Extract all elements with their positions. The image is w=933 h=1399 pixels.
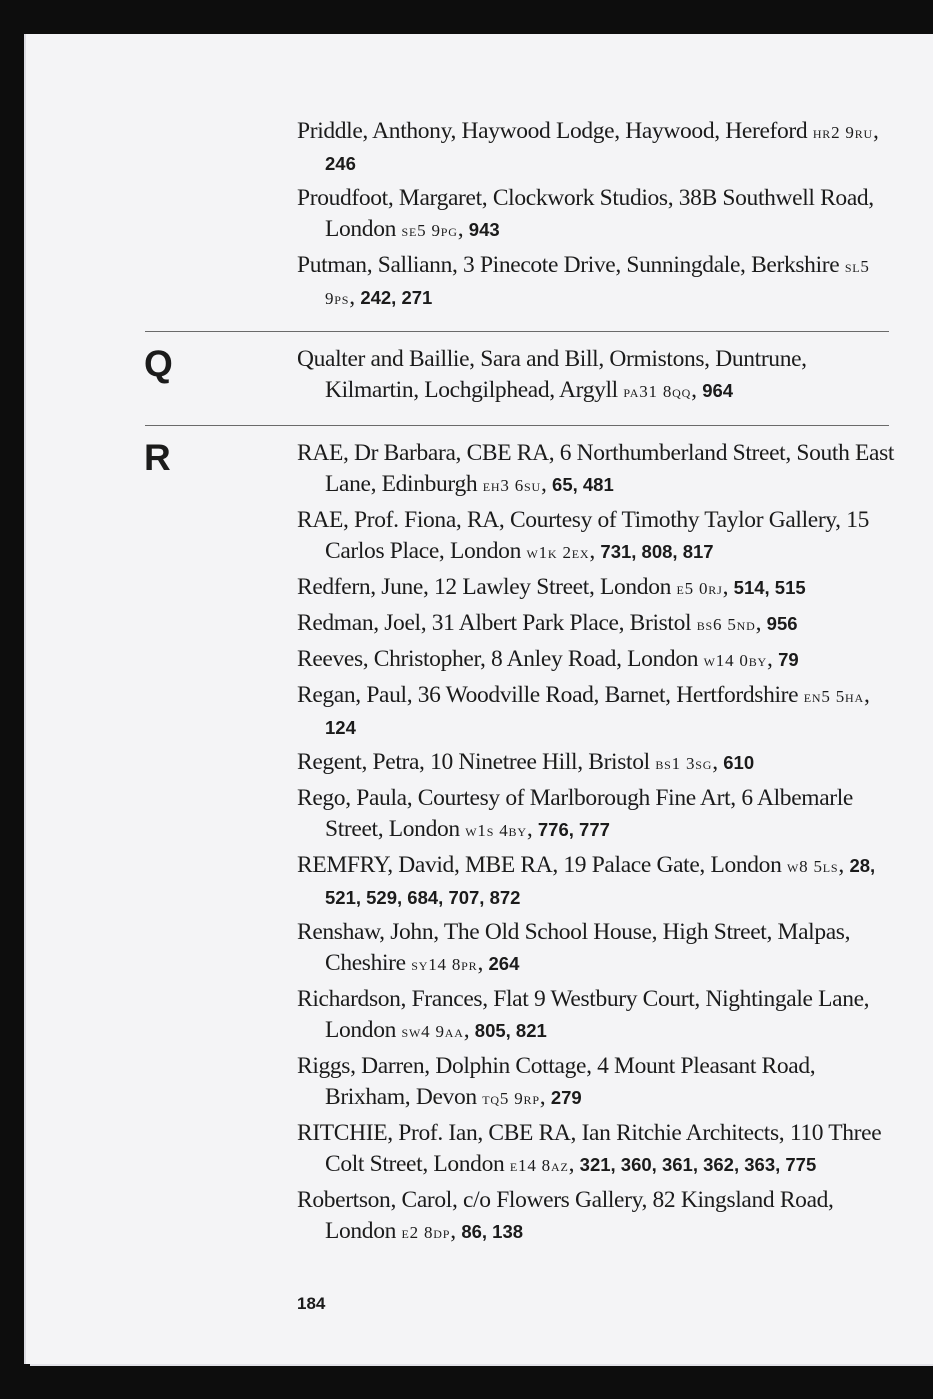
entry-text: Qualter and Baillie, Sara and Bill, Ormistons, Duntrune, Kilmartin, Lochgilphead, Argyll: [297, 346, 807, 403]
entry-pages: 28, 521, 529, 684, 707, 872: [325, 855, 876, 908]
entry-separator: ,: [526, 816, 538, 842]
entry-postcode: bs1 3sg: [655, 754, 713, 773]
entry-separator: ,: [722, 574, 734, 600]
entry-text: Robertson, Carol, c/o Flowers Gallery, 82 Kingsland Road, London: [297, 1187, 834, 1244]
section-divider: [145, 331, 889, 332]
page-number: 184: [297, 1294, 326, 1313]
entry-pages: 514, 515: [733, 577, 806, 598]
index-entry: [297, 680, 897, 743]
entry-postcode: hr2 9ru: [812, 123, 874, 142]
index-entry: [297, 850, 897, 913]
entry-text: Regent, Petra, 10 Ninetree Hill, Bristol: [297, 749, 656, 775]
entry-postcode: eh3 6su: [482, 476, 541, 495]
entry-postcode: se5 9pg: [401, 221, 458, 240]
entry-pages: 321, 360, 361, 362, 363, 775: [579, 1154, 817, 1175]
entry-pages: 610: [723, 752, 755, 773]
entry-postcode: w8 5ls: [787, 857, 839, 876]
entry-text: Redman, Joel, 31 Albert Park Place, Bristol: [297, 610, 697, 636]
entry-pages: 242, 271: [360, 287, 433, 308]
entry-postcode: sl5 9ps: [325, 257, 870, 308]
entry-postcode: w1s 4by: [465, 821, 527, 840]
section-divider: [145, 425, 889, 426]
entry-text: Renshaw, John, The Old School House, High Street, Malpas, Cheshire: [297, 919, 851, 976]
entry-postcode: sy14 8pr: [411, 955, 478, 974]
entry-pages: 65, 481: [552, 474, 614, 495]
entry-separator: ,: [838, 852, 850, 878]
entry-text: Richardson, Frances, Flat 9 Westbury Court, Nightingale Lane, London: [297, 986, 870, 1043]
index-entry: [297, 1185, 897, 1248]
index-entry: [297, 250, 897, 314]
entry-text: Proudfoot, Margaret, Clockwork Studios, 38B Southwell Road, London: [297, 185, 874, 242]
entry-text: Reeves, Christopher, 8 Anley Road, London: [297, 646, 704, 672]
index-entry: [297, 116, 897, 179]
entry-separator: ,: [691, 377, 703, 403]
index-entry: [297, 438, 897, 501]
entry-postcode: e2 8dp: [401, 1223, 451, 1242]
entry-text: RAE, Dr Barbara, CBE RA, 6 Northumberland Street, South East Lane, Edinburgh: [297, 440, 895, 497]
entry-separator: ,: [767, 646, 779, 672]
entry-postcode: sw4 9aa: [401, 1022, 464, 1041]
entry-pages: 731, 808, 817: [600, 541, 714, 562]
section-r-entries: [297, 438, 897, 1252]
entry-pages: 246: [325, 153, 356, 174]
index-entry: [297, 183, 897, 246]
section-letter-r: R: [144, 437, 171, 478]
entry-text: Riggs, Darren, Dolphin Cottage, 4 Mount Pleasant Road, Brixham, Devon: [297, 1053, 816, 1110]
entry-separator: ,: [463, 1017, 475, 1043]
entry-pages: 86, 138: [461, 1221, 524, 1242]
entry-separator: ,: [712, 749, 724, 775]
entry-text: Regan, Paul, 36 Woodville Road, Barnet, Hertfordshire: [297, 682, 804, 708]
entry-postcode: pa31 8qq: [623, 382, 692, 401]
entry-pages: 79: [778, 649, 799, 670]
entry-separator: ,: [589, 538, 601, 564]
entry-postcode: e5 0rj: [676, 579, 723, 598]
entry-separator: ,: [457, 216, 469, 242]
entry-pages: 964: [702, 380, 734, 401]
entry-separator: ,: [863, 682, 870, 708]
index-entry: [297, 344, 897, 407]
index-entry: [297, 1118, 897, 1181]
entry-separator: ,: [349, 284, 361, 310]
entry-pages: 943: [468, 219, 500, 240]
entry-separator: ,: [568, 1151, 580, 1177]
entry-pages: 805, 821: [474, 1020, 547, 1041]
entry-text: RITCHIE, Prof. Ian, CBE RA, Ian Ritchie Architects, 110 Three Colt Street, London: [297, 1120, 882, 1177]
entry-postcode: bs6 5nd: [696, 615, 756, 634]
index-entry: [297, 644, 897, 676]
entry-postcode: e14 8az: [509, 1156, 569, 1175]
entry-separator: ,: [873, 118, 879, 144]
entry-pages: 124: [325, 717, 356, 738]
index-entry: [297, 608, 897, 640]
entry-separator: ,: [539, 1084, 551, 1110]
entry-postcode: tq5 9rp: [482, 1089, 540, 1108]
entry-pages: 776, 777: [537, 819, 610, 840]
entry-separator: ,: [477, 950, 489, 976]
section-q-entries: [297, 344, 897, 411]
entry-text: Redfern, June, 12 Lawley Street, London: [297, 574, 677, 600]
entry-postcode: en5 5ha: [803, 687, 864, 706]
entry-text: Rego, Paula, Courtesy of Marlborough Fine Art, 6 Albemarle Street, London: [297, 785, 854, 842]
entry-pages: 956: [766, 613, 798, 634]
entry-separator: ,: [450, 1218, 462, 1244]
entry-text: RAE, Prof. Fiona, RA, Courtesy of Timothy Taylor Gallery, 15 Carlos Place, London: [297, 507, 870, 564]
entry-separator: ,: [540, 471, 553, 497]
entry-pages: 264: [488, 953, 520, 974]
entry-postcode: w14 0by: [703, 651, 768, 670]
entry-pages: 279: [550, 1087, 582, 1108]
index-entry: [297, 505, 897, 568]
entry-text: Putman, Salliann, 3 Pinecote Drive, Sunningdale, Berkshire: [297, 252, 845, 278]
section-letter-q: Q: [144, 343, 173, 384]
index-entry: [297, 747, 897, 779]
entry-text: REMFRY, David, MBE RA, 19 Palace Gate, London: [297, 852, 787, 878]
entry-text: Priddle, Anthony, Haywood Lodge, Haywood, Hereford: [297, 118, 813, 144]
index-entry: [297, 917, 897, 980]
section-p-entries: [297, 116, 897, 318]
entry-separator: ,: [755, 610, 767, 636]
index-entry: [297, 783, 897, 846]
index-entry: [297, 572, 897, 604]
entry-postcode: w1k 2ex: [526, 543, 590, 562]
index-entry: [297, 1051, 897, 1114]
index-entry: [297, 984, 897, 1047]
